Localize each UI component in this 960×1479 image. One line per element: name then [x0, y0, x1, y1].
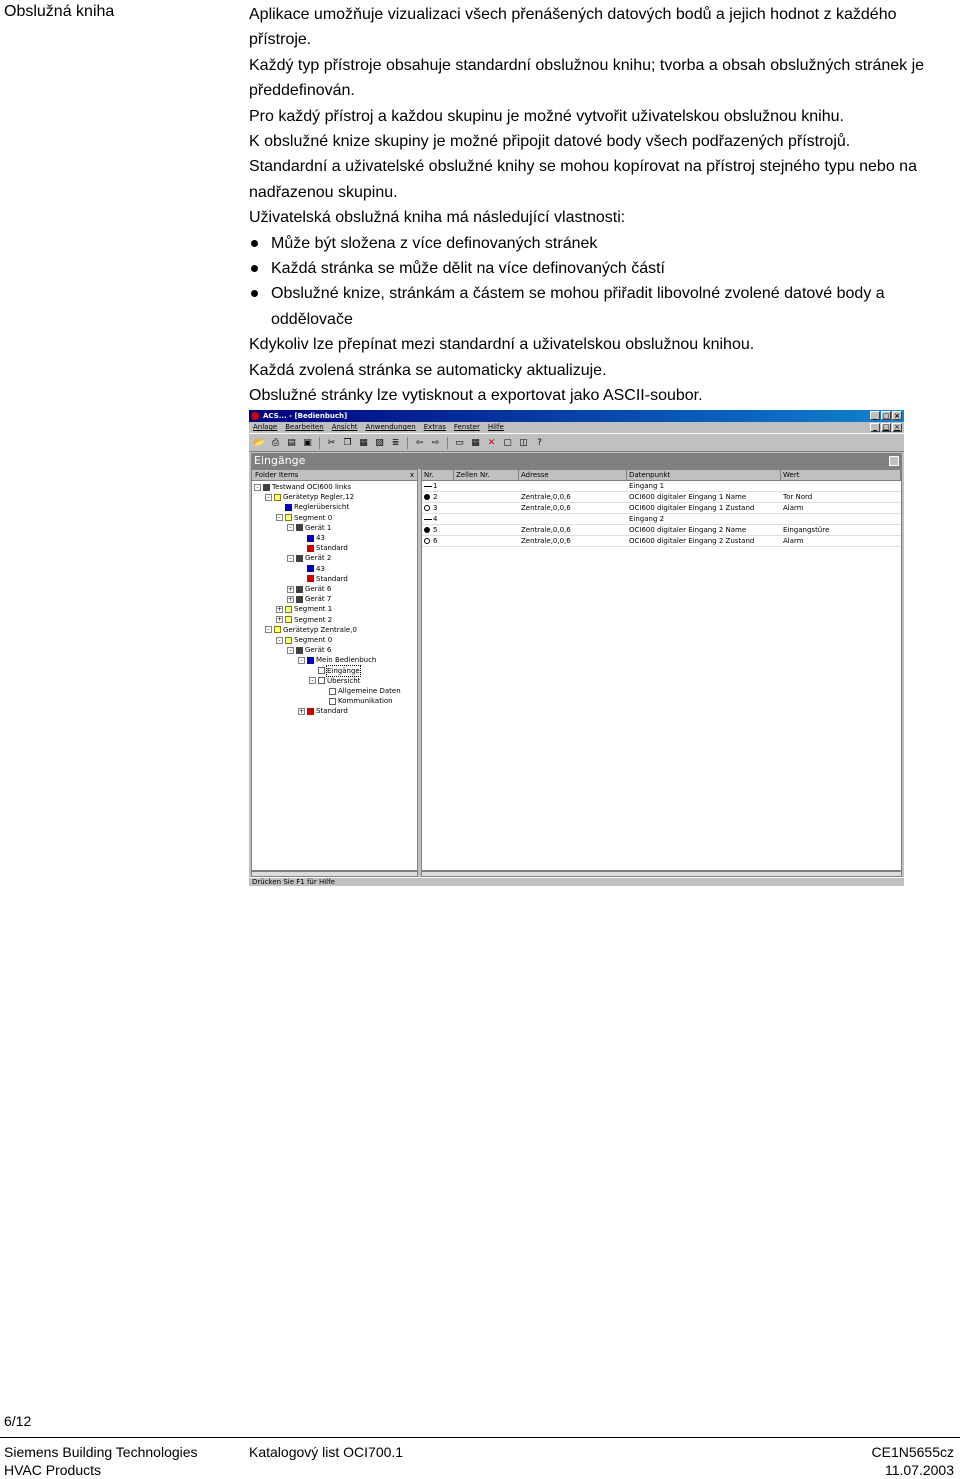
tree-header-label: Folder Items [255, 471, 299, 479]
ring-marker-icon [424, 536, 433, 546]
expand-icon[interactable]: + [288, 585, 294, 593]
preview-icon[interactable]: ▤ [287, 437, 296, 448]
cut-icon[interactable]: ✂ [327, 437, 336, 448]
line-marker-icon [424, 481, 433, 491]
cell-adresse [519, 514, 627, 524]
col-datenpunkt[interactable]: Datenpunkt [627, 470, 781, 480]
expand-icon[interactable]: + [299, 707, 305, 715]
tree-node-label: Kommunikation [338, 697, 393, 706]
row-number: 3 [433, 504, 438, 512]
tree-node[interactable] [309, 666, 360, 676]
tree-node[interactable] [298, 533, 325, 543]
tree-node[interactable] [298, 574, 348, 584]
window-icon[interactable]: ▣ [303, 437, 312, 448]
cell-nr [422, 536, 454, 546]
forward-icon[interactable]: ⇨ [431, 437, 440, 448]
table-row[interactable] [422, 514, 901, 525]
toolbar [249, 433, 904, 452]
dev-node-icon [296, 647, 303, 654]
cell-datenpunkt: OCI600 digitaler Eingang 1 Zustand [629, 504, 755, 512]
collapse-icon[interactable]: - [287, 647, 294, 654]
cell-wert: Alarm [783, 504, 804, 512]
tree-node[interactable] [309, 676, 360, 686]
fold-node-icon [274, 626, 281, 633]
grid-icon[interactable]: ▦ [471, 437, 480, 448]
tree-node-label: Allgemeine Daten [338, 687, 401, 695]
grid-header [422, 470, 901, 481]
paragraph: Kdykoliv lze přepínat mezi standardní a uživatelskou obslužnou knihou. [249, 336, 755, 354]
col-wert[interactable]: Wert [781, 470, 901, 480]
cell-nr [422, 503, 454, 513]
red-node-icon [307, 575, 314, 582]
cell-nr [422, 525, 454, 535]
table-row[interactable] [422, 481, 901, 492]
tree-node-label: Mein Bedienbuch [316, 656, 377, 665]
mdi-restore-icon[interactable]: □ [882, 423, 890, 431]
menu-extras[interactable]: Extras [423, 423, 446, 431]
open-icon[interactable]: 📂 [253, 437, 266, 448]
red-node-icon [307, 708, 314, 715]
col-adresse[interactable]: Adresse [519, 470, 627, 480]
paragraph: Každý typ přístroje obsahuje standardní obslužnou knihu; tvorba a obsah obslužných stránek je předdefinován. [249, 56, 925, 100]
cell-wert [781, 481, 901, 491]
tree-node[interactable] [276, 513, 332, 523]
page-node-icon [318, 677, 325, 684]
paragraph: Uživatelská obslužná kniha má následující vlastnosti: [249, 209, 626, 227]
menu-anwendungen[interactable]: Anwendungen [365, 423, 416, 431]
tree-node-label: 43 [316, 534, 325, 542]
tree-node[interactable] [265, 625, 357, 635]
side-heading: Obslužná kniha [4, 3, 115, 20]
cell-wert: Eingangstüre [783, 526, 830, 534]
col-nr[interactable]: Nr. [422, 470, 454, 480]
tree-node[interactable] [287, 584, 331, 594]
bullet-item: Každá stránka se může dělit na více definovaných částí [249, 256, 955, 281]
print-icon[interactable]: ⎙ [271, 437, 280, 448]
collapse-icon[interactable]: - [254, 484, 261, 491]
dev-node-icon [296, 596, 303, 603]
page-node-icon [329, 698, 336, 705]
page-node-icon [329, 688, 336, 695]
tree-node[interactable] [276, 615, 332, 625]
paragraph: K obslužné knize skupiny je možné připojit datové body všech podřazených přístrojů. [249, 133, 851, 151]
blue-node-icon [285, 504, 292, 511]
table-row[interactable] [422, 536, 901, 547]
folder-tree [251, 469, 418, 871]
restore-box-icon[interactable] [889, 456, 899, 466]
tree-node-label: Standard [316, 574, 348, 583]
col-zellen-nr[interactable]: Zellen Nr. [454, 470, 519, 480]
fold-node-icon [285, 606, 292, 613]
section-title: Eingänge [254, 454, 306, 467]
footer-doc-title: Katalogový list OCI700.1 [249, 1444, 404, 1460]
cell-adresse: Zentrale,0,0,6 [521, 504, 571, 512]
menu-bar [249, 422, 904, 433]
window-titlebar [249, 410, 904, 422]
collapse-icon[interactable]: - [276, 637, 283, 644]
tree-node[interactable] [254, 482, 351, 492]
bullet-item: Obslužné knize, stránkám a částem se mohou přiřadit libovolné zvolené datové body a oddělovače [249, 281, 955, 332]
cell-wert: Alarm [783, 537, 804, 545]
window-title: ACS... - [Bedienbuch] [263, 412, 348, 420]
collapse-icon[interactable]: - [276, 514, 283, 521]
tree-node-label: Segment 2 [294, 615, 333, 624]
body-text [249, 2, 955, 409]
tree-node[interactable] [265, 492, 354, 502]
folder-icon[interactable]: ▭ [455, 437, 464, 448]
fold-node-icon [285, 616, 292, 623]
blue-node-icon [307, 535, 314, 542]
tree-node-label: Gerätetyp Regler,12 [283, 493, 355, 502]
tree-node[interactable] [287, 553, 331, 563]
help-icon[interactable]: ? [537, 437, 542, 448]
footer-date: 11.07.2003 [884, 1462, 954, 1478]
new-page-icon[interactable]: ▢ [503, 437, 512, 448]
expand-icon[interactable]: + [277, 616, 283, 624]
cell-nr [422, 514, 454, 524]
mdi-close-icon[interactable]: × [892, 423, 902, 432]
cell-datenpunkt: OCI600 digitaler Eingang 1 Name [629, 493, 747, 501]
tree-node-label: Gerät 6 [305, 646, 332, 655]
tree-node[interactable] [276, 635, 332, 645]
cell-nr [422, 481, 454, 491]
cell-adresse: Zentrale,0,0,6 [521, 493, 571, 501]
dev-node-icon [296, 555, 303, 562]
row-number: 6 [433, 537, 438, 545]
paragraph: Každá zvolená stránka se automaticky aktualizuje. [249, 361, 607, 379]
tile-icon[interactable]: ◫ [519, 437, 528, 448]
maximize-icon[interactable]: □ [882, 412, 890, 420]
tree-node-label: Gerät 2 [305, 554, 332, 563]
app-screenshot [249, 410, 904, 886]
app-icon [251, 412, 259, 420]
collapse-icon[interactable]: - [265, 626, 272, 633]
tree-node[interactable] [287, 594, 331, 604]
cell-adresse: Zentrale,0,0,6 [521, 526, 571, 534]
back-icon[interactable]: ⇦ [415, 437, 424, 448]
paragraph: Obslužné stránky lze vytisknout a exportovat jako ASCII-soubor. [249, 387, 703, 405]
row-number: 4 [433, 515, 438, 523]
footer-company: Siemens Building Technologies [4, 1444, 198, 1460]
tree-node[interactable] [287, 523, 331, 533]
tree-node-label: Gerät 1 [305, 523, 332, 532]
tree-node-label: Reglerübersicht [294, 503, 350, 512]
tree-node-label: 43 [316, 564, 325, 573]
footer-division: HVAC Products [4, 1462, 101, 1478]
properties-icon[interactable]: ▧ [375, 437, 384, 448]
cell-zelle [454, 536, 519, 546]
cell-adresse: Zentrale,0,0,6 [521, 537, 571, 545]
paragraph: Aplikace umožňuje vizualizaci všech přenášených datových bodů a jejich hodnot z každého přístroje. [249, 6, 897, 49]
status-bar: Drücken Sie F1 für Hilfe [249, 877, 904, 886]
menu-anlage[interactable]: Anlage [253, 423, 278, 431]
expand-icon[interactable]: + [288, 595, 294, 603]
collapse-icon[interactable]: - [298, 657, 305, 664]
paragraph: Pro každý přístroj a každou skupinu je možné vytvořit uživatelskou obslužnou knihu. [249, 107, 844, 125]
page-node-icon [318, 667, 325, 674]
table-row[interactable] [422, 525, 901, 536]
tree-node-label: Standard [316, 544, 348, 553]
cell-datenpunkt: OCI600 digitaler Eingang 2 Zustand [629, 537, 755, 545]
tree-node-label: Standard [316, 707, 348, 716]
tree-node[interactable] [320, 686, 401, 696]
blue-node-icon [307, 565, 314, 572]
cell-zelle [454, 481, 519, 491]
section-title-bar [251, 453, 902, 469]
cell-datenpunkt: Eingang 1 [629, 482, 665, 490]
dev-node-icon [296, 586, 303, 593]
cell-wert [781, 514, 901, 524]
tree-node[interactable] [298, 655, 376, 665]
row-number: 2 [433, 493, 438, 501]
bullet-item: Může být složena z více definovaných stránek [249, 231, 955, 256]
cell-zelle [454, 514, 519, 524]
ring-marker-icon [424, 503, 433, 513]
list-icon[interactable]: ≣ [391, 437, 400, 448]
footer-rule [0, 1437, 960, 1438]
tree-node-label: Testwand OCI600 links [272, 483, 351, 491]
copy-icon[interactable]: ❐ [343, 437, 352, 448]
footer-doc-code: CE1N5655cz [871, 1444, 954, 1460]
fold-node-icon [285, 637, 292, 644]
tree-node-label: Segment 1 [294, 605, 333, 614]
tree-node-label: Segment 0 [294, 636, 333, 644]
collapse-icon[interactable]: - [265, 494, 272, 501]
cell-datenpunkt: Eingang 2 [629, 515, 665, 523]
line-marker-icon [424, 514, 433, 524]
expand-icon[interactable]: + [277, 605, 283, 613]
blue-node-icon [307, 657, 314, 664]
page-number: 6/12 [4, 1413, 32, 1429]
cell-zelle [454, 503, 519, 513]
tree-node-label: Eingänge [327, 666, 360, 675]
tree-node-label: Segment 0 [294, 513, 333, 522]
row-number: 5 [433, 526, 438, 534]
menu-bearbeiten[interactable]: Bearbeiten [285, 423, 324, 431]
cell-nr [422, 492, 454, 502]
menu-fenster[interactable]: Fenster [453, 423, 480, 431]
cell-wert: Tor Nord [783, 493, 813, 501]
tree-node-label: Übersicht [327, 676, 361, 685]
menu-ansicht[interactable]: Ansicht [331, 423, 358, 431]
cell-adresse [519, 481, 627, 491]
delete-icon[interactable]: ✕ [487, 437, 496, 448]
close-icon[interactable]: × [892, 411, 902, 420]
cell-datenpunkt: OCI600 digitaler Eingang 2 Name [629, 526, 747, 534]
fold-node-icon [285, 514, 292, 521]
tree-node-label: Gerät 6 [305, 585, 332, 593]
cell-zelle [454, 492, 519, 502]
minimize-icon[interactable]: _ [870, 411, 880, 420]
tree-header [252, 470, 417, 481]
tree-close-icon[interactable]: x [409, 471, 414, 479]
tree-node[interactable] [298, 706, 348, 716]
tree-node[interactable] [320, 696, 393, 706]
red-node-icon [307, 545, 314, 552]
tree-node[interactable] [287, 645, 331, 655]
fold-node-icon [274, 494, 281, 501]
table-row[interactable] [422, 503, 901, 514]
datapoint-grid [421, 469, 902, 871]
collapse-icon[interactable]: - [287, 555, 294, 562]
cell-zelle [454, 525, 519, 535]
dev-node-icon [263, 484, 270, 491]
collapse-icon[interactable]: - [287, 524, 294, 531]
dot-marker-icon [424, 492, 433, 502]
tree-node[interactable] [276, 604, 332, 614]
mdi-minimize-icon[interactable]: _ [870, 423, 880, 432]
row-number: 1 [433, 482, 438, 490]
paragraph: Standardní a uživatelské obslužné knihy se mohou kopírovat na přístroj stejného typu nebo na nadřazenou skupinu. [249, 158, 917, 201]
bullet-list [249, 231, 955, 333]
collapse-icon[interactable]: - [309, 677, 316, 684]
tree-node[interactable] [298, 564, 325, 574]
dot-marker-icon [424, 525, 433, 535]
dev-node-icon [296, 524, 303, 531]
tree-node[interactable] [298, 543, 348, 553]
tree-node-label: Gerätetyp Zentrale,0 [283, 625, 357, 634]
tree-node-label: Gerät 7 [305, 595, 332, 604]
paste-icon[interactable]: ▦ [359, 437, 368, 448]
menu-hilfe[interactable]: Hilfe [487, 423, 504, 431]
tree-node[interactable] [276, 502, 349, 512]
table-row[interactable] [422, 492, 901, 503]
